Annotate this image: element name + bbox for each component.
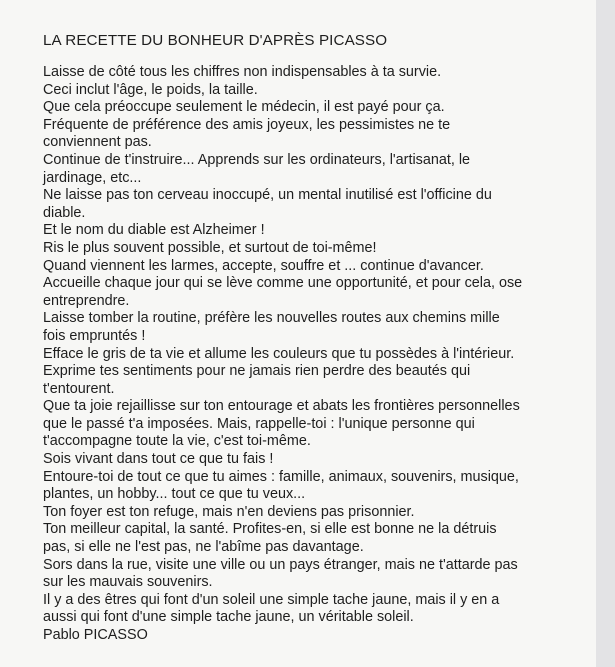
body-line: t'accompagne toute la vie, c'est toi-même. [43,433,311,450]
body-line: Que ta joie rejaillisse sur ton entourage et abats les frontières personnelles [43,398,520,415]
body-line: diable. [43,204,86,221]
document-title: LA RECETTE DU BONHEUR D'APRÈS PICASSO [43,32,388,49]
body-line: Sors dans la rue, visite une ville ou un pays étranger, mais ne t'attarde pas [43,556,518,573]
body-line: Efface le gris de ta vie et allume les couleurs que tu possèdes à l'intérieur. [43,345,515,362]
body-line: Ton meilleur capital, la santé. Profites-en, si elle est bonne ne la détruis [43,521,497,538]
body-line: Ceci inclut l'âge, le poids, la taille. [43,81,258,98]
body-line: Ton foyer est ton refuge, mais n'en deviens pas prisonnier. [43,503,415,520]
body-line: entreprendre. [43,292,130,309]
body-line: Laisse de côté tous les chiffres non indispensables à ta survie. [43,64,442,80]
body-line: Ne laisse pas ton cerveau inoccupé, un mental inutilisé est l'officine du [43,187,492,204]
body-line: Que cela préoccupe seulement le médecin, il est payé pour ça. [43,99,445,116]
body-line: jardinage, etc... [43,169,142,186]
body-line: Quand viennent les larmes, accepte, souffre et ... continue d'avancer. [43,257,484,274]
body-line: Continue de t'instruire... Apprends sur les ordinateurs, l'artisanat, le [43,151,471,168]
body-line: sur les mauvais souvenirs. [43,574,213,591]
body-line: t'entourent. [43,380,115,397]
body-line: Accueille chaque jour qui se lève comme une opportunité, et pour cela, ose [43,275,523,292]
body-line: pas, si elle ne l'est pas, ne l'abîme pas davantage. [43,539,364,556]
body-line: Entoure-toi de tout ce que tu aimes : famille, animaux, souvenirs, musique, [43,468,519,485]
body-line: Laisse tomber la routine, préfère les nouvelles routes aux chemins mille [43,310,500,327]
body-line: Exprime tes sentiments pour ne jamais rien perdre des beautés qui [43,363,471,380]
body-line: Fréquente de préférence des amis joyeux, les pessimistes ne te [43,116,451,133]
body-line: conviennent pas. [43,134,152,151]
document-body [43,64,588,645]
signature-line: Pablo PICASSO [43,627,148,643]
right-edge [596,0,615,667]
body-line: Il y a des êtres qui font d'un soleil une simple tache jaune, mais il y en a [43,591,500,608]
body-line: aussi qui font d'une simple tache jaune, un véritable soleil. [43,609,414,626]
body-line: Ris le plus souvent possible, et surtout de toi-même! [43,239,377,256]
body-line: Et le nom du diable est Alzheimer ! [43,222,265,239]
body-line: fois empruntés ! [43,327,146,344]
body-line: Sois vivant dans tout ce que tu fais ! [43,451,274,468]
body-line: plantes, un hobby... tout ce que tu veux... [43,486,306,503]
body-line: que le passé t'a imposées. Mais, rappelle-toi : l'unique personne qui [43,415,475,432]
